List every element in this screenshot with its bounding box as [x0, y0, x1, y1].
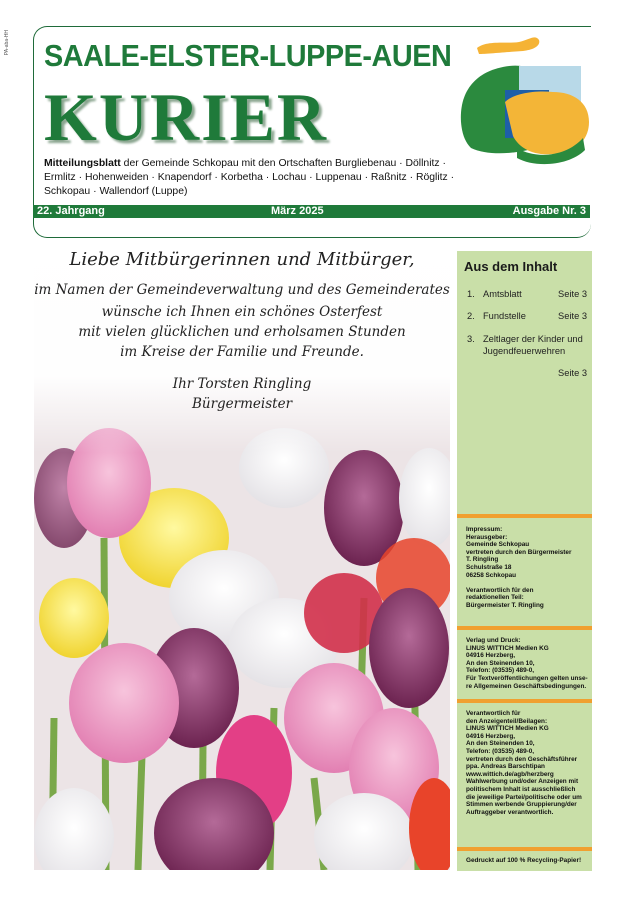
contents-num: 2.: [467, 311, 475, 321]
imprint-line: 04916 Herzberg,: [466, 652, 516, 660]
imprint-block: [466, 637, 590, 690]
imprint-line: ppa. Andreas Barschtipan: [466, 763, 545, 771]
contents-title: Aus dem Inhalt: [464, 259, 558, 274]
subtitle-bold: Mitteilungsblatt: [44, 158, 121, 169]
info-bar: [33, 205, 590, 218]
imprint-line: Impressum:: [466, 526, 503, 533]
hero-image: [34, 238, 450, 870]
series-title: SAALE-ELSTER-LUPPE-AUEN: [44, 38, 452, 73]
subtitle-rest: der Gemeinde Schkopau mit den Ortschaften Burgliebenau · Döllnitz · Ermlitz · Hohenweiden · Knapendorf · Korbetha · Lochau · Luppenau · Raßnitz · Röglitz · Schkopau · Wallendorf (Luppe): [44, 158, 455, 197]
imprint-line: redaktionellen Teil:: [466, 594, 524, 602]
contents-label: Amtsblatt: [483, 289, 522, 299]
greeting-line: wünsche ich Ihnen ein schönes Osterfest: [101, 304, 383, 320]
imprint-line: die jeweilige Partei/politische oder um: [466, 793, 582, 801]
imprint-spacer: [466, 579, 590, 587]
divider: [457, 514, 592, 518]
imprint-line: Verlag und Druck:: [466, 637, 521, 644]
greeting-line: mit vielen glücklichen und erholsamen Stunden: [78, 324, 406, 340]
imprint-line: LINUS WITTICH Medien KG: [466, 725, 549, 733]
divider: [457, 847, 592, 851]
imprint-line: den Anzeigenteil/Beilagen:: [466, 717, 548, 725]
divider: [457, 699, 592, 703]
contents-num: 3.: [467, 334, 475, 344]
imprint-line: An den Steinenden 10,: [466, 740, 535, 748]
contents-item: [467, 334, 587, 384]
imprint-line: vertreten durch den Bürgermeister: [466, 548, 572, 556]
imprint-line: vertreten durch den Geschäftsführer: [466, 755, 578, 763]
imprint-line: T. Ringling: [466, 556, 499, 564]
contents-label: Zeltlager der Kinder und Jugendfeuerwehren: [483, 334, 583, 356]
imprint-line: Für Textveröffentlichungen gelten unse-: [466, 674, 588, 682]
side-code: PA-aba-HH: [4, 30, 10, 56]
greeting-line: im Kreise der Familie und Freunde.: [120, 344, 364, 360]
contents-page: Seite 3: [558, 368, 587, 378]
signature-role: Bürgermeister: [191, 396, 293, 412]
contents-num: 1.: [467, 289, 475, 299]
imprint-line: Gemeinde Schkopau: [466, 541, 530, 549]
imprint-line: An den Steinenden 10,: [466, 659, 535, 667]
imprint-line: Auftraggeber verantwortlich.: [466, 808, 554, 816]
imprint-line: 04916 Herzberg,: [466, 732, 516, 740]
imprint-line: Herausgeber:: [466, 533, 508, 541]
contents-page: Seite 3: [558, 289, 587, 299]
contents-label: Fundstelle: [483, 311, 526, 321]
imprint-line: Schulstraße 18: [466, 563, 512, 571]
imprint-line: Verantwortlich für den: [466, 586, 534, 594]
greeting-line: im Namen der Gemeindeverwaltung und des Gemeinderates: [34, 282, 450, 298]
imprint-line: re Allgemeinen Geschäftsbedingungen.: [466, 682, 587, 690]
imprint-line: Telefon: (03535) 489-0,: [466, 747, 535, 755]
divider: [457, 626, 592, 630]
masthead-title: KURIER: [44, 79, 329, 155]
contents-page: Seite 3: [558, 311, 587, 321]
imprint-block: [466, 526, 590, 610]
imprint-line: Telefon: (03535) 489-0,: [466, 667, 535, 675]
issue-number: Ausgabe Nr. 3: [512, 205, 586, 217]
logo-icon: [457, 30, 592, 170]
imprint-line: 06258 Schkopau: [466, 571, 517, 579]
imprint-line: Bürgermeister T. Ringling: [466, 601, 544, 609]
imprint-line: Wahlwerbung und/oder Anzeigen mit: [466, 778, 579, 786]
jahrgang: 22. Jahrgang: [37, 205, 105, 217]
recycle-note: Gedruckt auf 100 % Recycling-Papier!: [466, 857, 582, 864]
issue-date: März 2025: [271, 205, 324, 217]
imprint-line: politischem Inhalt ist ausschließlich: [466, 785, 576, 793]
imprint-line: Stimmen werbende Gruppierung/der: [466, 801, 577, 809]
greeting-title: Liebe Mitbürgerinnen und Mitbürger,: [69, 249, 415, 270]
subtitle: [44, 157, 464, 199]
signature: Ihr Torsten Ringling: [172, 376, 312, 392]
imprint-line: LINUS WITTICH Medien KG: [466, 644, 549, 652]
imprint-block: [466, 710, 590, 816]
imprint-line: Verantwortlich für: [466, 710, 521, 717]
imprint-line: www.wittich.de/agb/herzberg: [466, 770, 554, 778]
